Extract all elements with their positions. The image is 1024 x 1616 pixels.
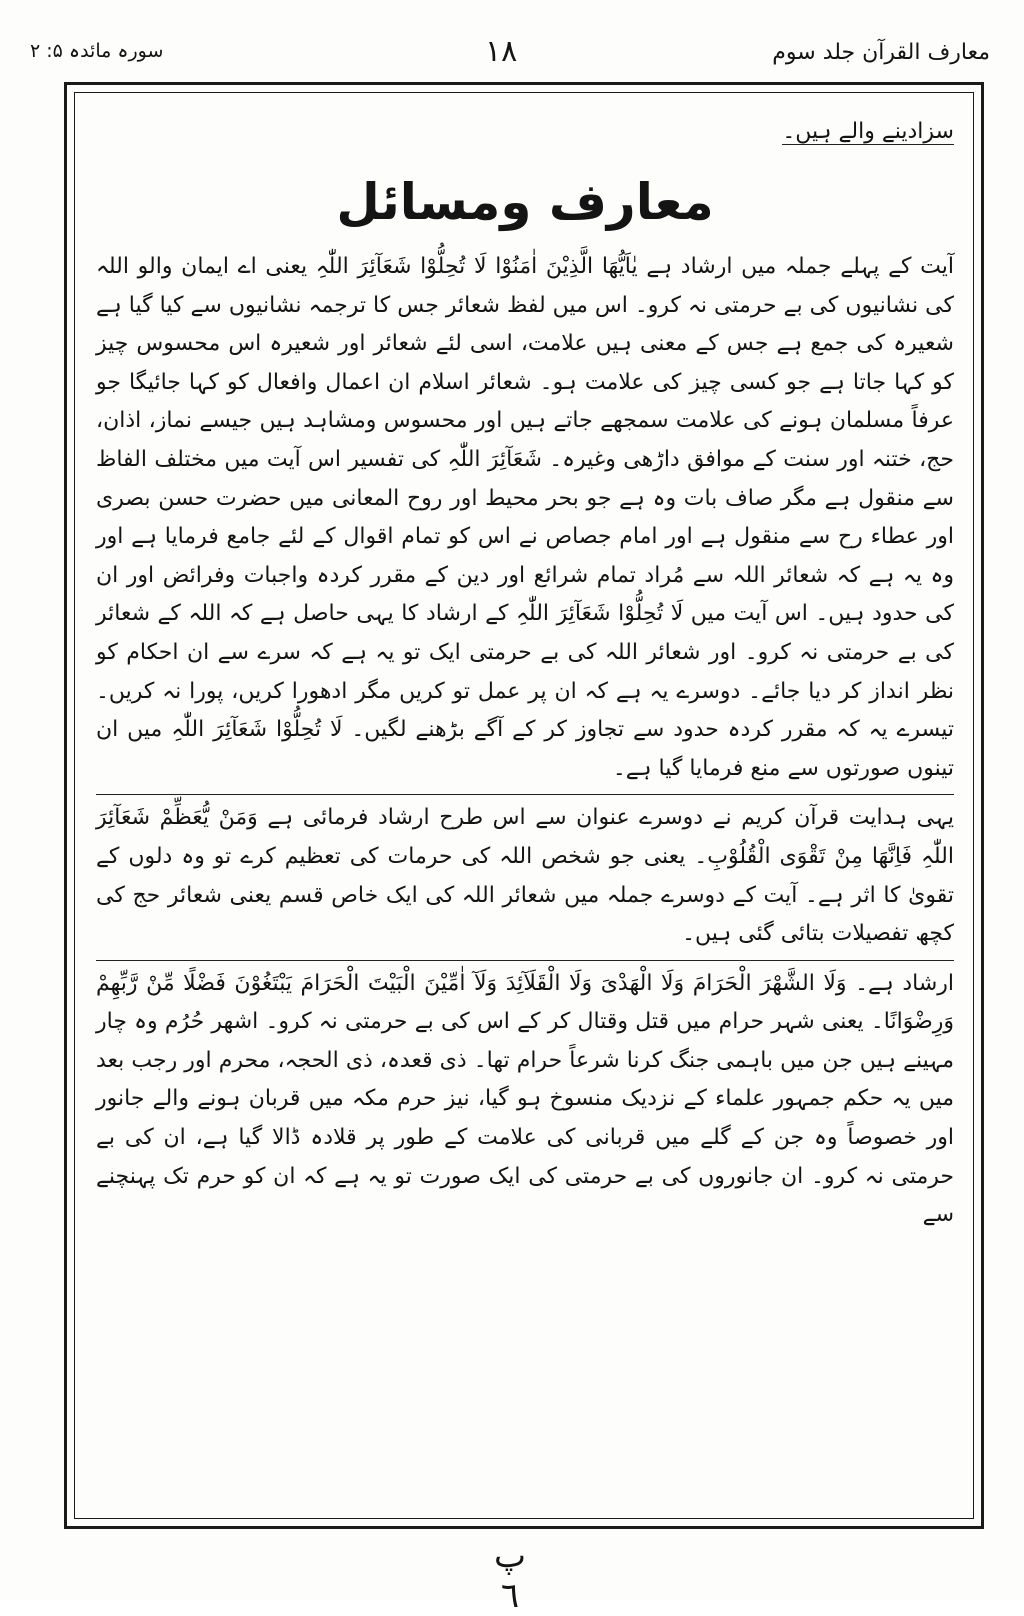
- page-body: [96, 112, 954, 1235]
- section-heading: معارف ومسائل: [336, 173, 714, 231]
- divider: [96, 960, 954, 961]
- paragraph-3: ارشاد ہے۔ وَلَا الشَّھْرَ الْحَرَامَ وَلَا الْھَدْیَ وَلَا الْقَلَآئِدَ وَلَآ اٰمِّیْنَ الْبَیْتَ الْحَرَامَ یَبْتَغُوْنَ فَضْلًا مِّنْ رَّبِّھِمْ وَرِضْوَانًا۔ یعنی شہر حرام میں قتل وقتال کر کے اس کی بے حرمتی نہ کرو۔ اشھر حُرُم وہ چار مہینے ہیں جن میں باہمی جنگ کرنا شرعاً حرام تھا۔ ذی قعدہ، ذی الحجہ، محرم اور رجب بعد میں یہ حکم جمہور علماء کے نزدیک منسوخ ہو گیا، نیز حرم مکہ میں قربان ہونے والے جانور اور خصوصاً وہ جن کے گلے میں قربانی کی علامت کے طور پر قلادہ ڈالا گیا ہے، ان کی بے حرمتی نہ کرو۔ ان جانوروں کی بے حرمتی کی ایک صورت تو یہ ہے کہ ان کو حرم تک پہنچنے سے: [96, 970, 954, 1228]
- book-title: معارف القرآن جلد سوم: [772, 40, 990, 65]
- lead-line-text: سزادینے والے ہیں۔: [782, 119, 954, 144]
- juz-mark: پ ٦: [493, 1536, 526, 1616]
- paragraph-2: یہی ہدایت قرآن کریم نے دوسرے عنوان سے اس طرح ارشاد فرمائی ہے وَمَنْ یُّعَظِّمْ شَعَآئِرَ اللّٰہِ فَاِنَّھَا مِنْ تَقْوَی الْقُلُوْبِ۔ یعنی جو شخص اللہ کی حرمات کی تعظیم کرے تو وہ دلوں کے تقویٰ کا اثر ہے۔ آیت کے دوسرے جملہ میں شعائر اللہ کی ایک خاص قسم یعنی شعائر حج کی کچھ تفصیلات بتائی گئی ہیں۔: [96, 805, 954, 947]
- lead-line: [96, 112, 954, 152]
- surah-label: سورہ مائدہ ۵: ۲: [30, 40, 164, 62]
- divider: [96, 794, 954, 795]
- page-number: ١٨: [485, 34, 518, 69]
- paragraph-1: آیت کے پہلے جملہ میں ارشاد ہے یٰاَیُّھَا الَّذِیْنَ اٰمَنُوْا لَا تُحِلُّوْا شَعَآئِرَ اللّٰہِ یعنی اے ایمان والو اللہ کی نشانیوں کی بے حرمتی نہ کرو۔ اس میں لفظ شعائر جس کا ترجمہ نشانیوں سے کیا گیا ہے شعیرہ کی جمع ہے جس کے معنی ہیں علامت، اسی لئے شعائر اور شعیرہ اس محسوس چیز کو کہا جاتا ہے جو کسی چیز کی علامت ہو۔ شعائر اسلام ان اعمال وافعال کو کہا جائیگا جو عرفاً مسلمان ہونے کی علامت سمجھے جاتے ہیں اور محسوس ومشاہد ہیں جیسے نماز، اذان، حج، ختنہ اور سنت کے موافق داڑھی وغیرہ۔ شَعَآئِرَ اللّٰہِ کی تفسیر اس آیت میں مختلف الفاظ سے منقول ہے مگر صاف بات وہ ہے جو بحر محیط اور روح المعانی میں حضرت حسن بصری اور عطاء رح سے منقول ہے اور امام جصاص نے اس کو تمام اقوال کے لئے جامع فرمایا ہے اور وہ یہ ہے کہ شعائر اللہ سے مُراد تمام شرائع اور دین کے مقرر کردہ واجبات وفرائض اور ان کی حدود ہیں۔ اس آیت میں لَا تُحِلُّوْا شَعَآئِرَ اللّٰہِ کے ارشاد کا یہی حاصل ہے کہ اللہ کے شعائر کی بے حرمتی نہ کرو۔ اور شعائر اللہ کی بے حرمتی ایک تو یہ ہے کہ سرے سے ان احکام کو نظر انداز کر دیا جائے۔ دوسرے یہ ہے کہ ان پر عمل تو کریں مگر ادھورا کریں، پورا نہ کریں۔ تیسرے یہ کہ مقرر کردہ حدود سے تجاوز کر کے آگے بڑھنے لگیں۔ لَا تُحِلُّوْا شَعَآئِرَ اللّٰہِ میں ان تینوں صورتوں سے منع فرمایا گیا ہے۔: [96, 254, 954, 781]
- page-header: [30, 34, 990, 84]
